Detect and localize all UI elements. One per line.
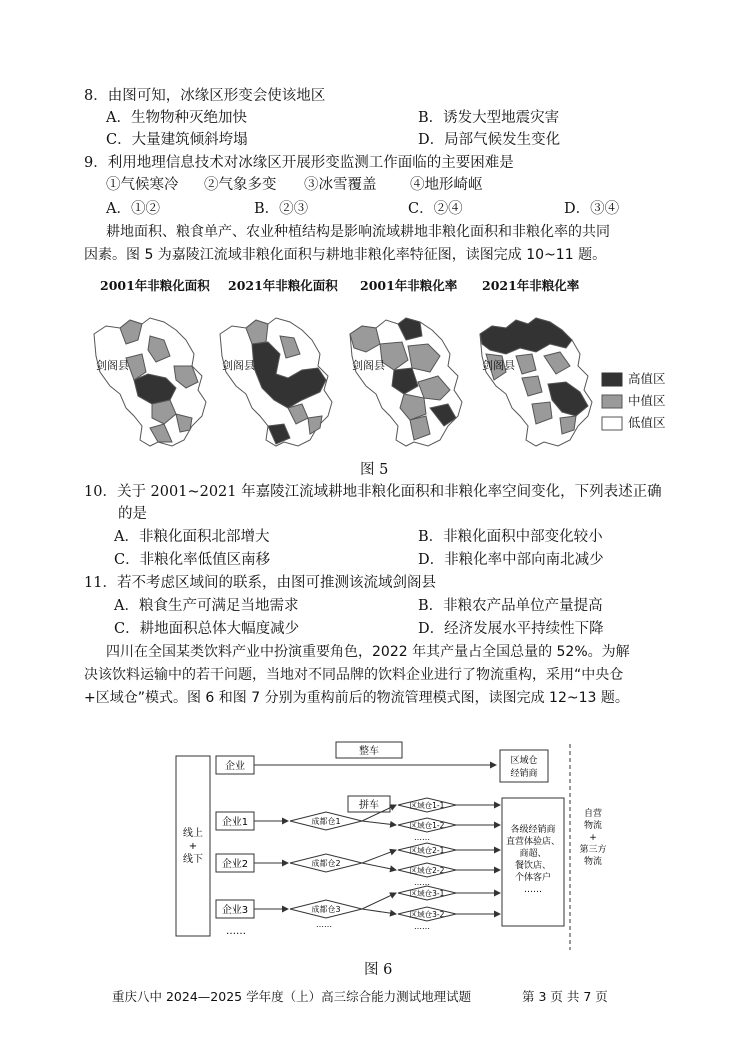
dealers-line3: 商超、 bbox=[519, 849, 547, 859]
q8-stem: 8．由图可知，冰缘区形变会使该地区 bbox=[84, 88, 326, 104]
map-2021-rate bbox=[480, 318, 592, 446]
q10-stem: 10．关于 2001~2021 年嘉陵江流域耕地非粮化面积和非粮化率空间变化，下列表述正确 bbox=[84, 484, 662, 500]
legend-mid-swatch bbox=[602, 395, 622, 408]
chengdu-3-label: 成都仓3 bbox=[311, 905, 341, 914]
region-2-1-label: 区域仓2-1 bbox=[409, 846, 445, 855]
region-dealer-line1: 区域仓 bbox=[510, 756, 538, 766]
q8-option-a: A．生物物种灭绝加快 bbox=[106, 110, 247, 126]
dealers-line5: 个体客户 bbox=[514, 873, 552, 883]
q11-option-c: C．耕地面积总体大幅度减少 bbox=[114, 621, 300, 637]
q10-stem-2: 的是 bbox=[118, 506, 147, 522]
q10-option-c: C．非粮化率低值区南移 bbox=[114, 552, 271, 568]
region-1-2-label: 区域仓1-2 bbox=[409, 821, 445, 830]
map-title-4: 2021年非粮化率 bbox=[482, 278, 580, 293]
q8-option-b: B．诱发大型地震灾害 bbox=[418, 110, 560, 126]
county-label-2: 剑阁县 bbox=[222, 359, 255, 372]
right-line4: 第三方 bbox=[579, 845, 607, 855]
legend-mid-label: 中值区 bbox=[628, 393, 666, 408]
q9-item-2: ②气象多变 bbox=[204, 177, 277, 193]
q8-option-d: D．局部气候发生变化 bbox=[418, 132, 561, 148]
q11-option-b: B．非粮农产品单位产量提高 bbox=[418, 598, 603, 614]
legend-low-swatch bbox=[602, 417, 622, 430]
dealers-line2: 直营体验店、 bbox=[505, 837, 561, 847]
map-title-2: 2021年非粮化面积 bbox=[228, 278, 338, 293]
q8-option-c: C．大量建筑倾斜垮塌 bbox=[106, 132, 248, 148]
figure-6-diagram bbox=[170, 714, 620, 954]
region-3-1-label: 区域仓3-1 bbox=[409, 889, 445, 898]
q9-stem: 9．利用地理信息技术对冰缘区开展形变监测工作面临的主要困难是 bbox=[84, 155, 514, 171]
dealers-line1: 各级经销商 bbox=[510, 825, 556, 835]
q11-option-d: D．经济发展水平持续性下降 bbox=[418, 621, 604, 637]
q9-item-3: ③冰雪覆盖 bbox=[304, 177, 377, 193]
left-box-line1: 线上 bbox=[183, 828, 203, 839]
more-region-3: …… bbox=[414, 922, 430, 931]
region-2-2-label: 区域仓2-2 bbox=[409, 866, 445, 875]
region-dealer-line2: 经销商 bbox=[510, 769, 538, 779]
whole-truck-label: 整车 bbox=[359, 746, 379, 757]
top-company-label: 企业 bbox=[225, 761, 245, 772]
dealers-line6: …… bbox=[524, 885, 542, 895]
figure-5-caption: 图 5 bbox=[360, 462, 389, 478]
more-region-1: …… bbox=[414, 833, 430, 842]
q9-item-4: ④地形崎岖 bbox=[410, 177, 483, 193]
figure-5 bbox=[90, 270, 670, 460]
legend-high-swatch bbox=[602, 373, 622, 386]
q9-option-c: C．②④ bbox=[408, 201, 463, 217]
legend-high-label: 高值区 bbox=[628, 371, 666, 386]
passage2-line3: +区域仓”模式。图 6 和图 7 分别为重构前后的物流管理模式图，读图完成 12~13 题。 bbox=[84, 690, 629, 706]
passage2-line2: 决该饮料运输中的若干问题，当地对不同品牌的饮料企业进行了物流重构，采用“中央仓 bbox=[84, 667, 624, 683]
chengdu-2-label: 成都仓2 bbox=[311, 859, 341, 868]
q10-option-d: D．非粮化率中部向南北减少 bbox=[418, 552, 604, 568]
right-line2: 物流 bbox=[583, 821, 603, 831]
region-3-2-label: 区域仓3-2 bbox=[409, 910, 445, 919]
map-2021-area bbox=[220, 318, 332, 446]
map-title-1: 2001年非粮化面积 bbox=[100, 278, 210, 293]
footer-title: 重庆八中 2024—2025 学年度（上）高三综合能力测试地理试题 bbox=[112, 989, 472, 1004]
q9-option-a: A．①② bbox=[106, 201, 160, 217]
map-title-3: 2001年非粮化率 bbox=[360, 278, 458, 293]
more-chengdu: …… bbox=[316, 920, 332, 929]
more-region-2: …… bbox=[414, 878, 430, 887]
right-line5: 物流 bbox=[583, 857, 603, 867]
q11-option-a: A．粮食生产可满足当地需求 bbox=[114, 598, 299, 614]
company-1-label: 企业1 bbox=[221, 817, 249, 828]
left-box-line3: 线下 bbox=[183, 854, 203, 865]
company-2-label: 企业2 bbox=[221, 859, 249, 870]
region-1-1-label: 区域仓1-1 bbox=[409, 801, 445, 810]
company-3-label: 企业3 bbox=[221, 905, 249, 916]
county-label-4: 剑阁县 bbox=[482, 359, 515, 372]
q9-item-1: ①气候寒冷 bbox=[106, 177, 179, 193]
chengdu-1-label: 成都仓1 bbox=[311, 817, 341, 826]
more-companies: …… bbox=[226, 926, 246, 937]
map-2001-rate bbox=[350, 318, 462, 446]
map-2001-area bbox=[94, 318, 206, 446]
right-line1: 自营 bbox=[583, 809, 603, 819]
right-line3: + bbox=[589, 833, 597, 843]
q10-option-a: A．非粮化面积北部增大 bbox=[114, 529, 270, 545]
passage1-line2: 因素。图 5 为嘉陵江流域非粮化面积与耕地非粮化率特征图，读图完成 10~11 题。 bbox=[84, 247, 607, 263]
footer-page: 第 3 页 共 7 页 bbox=[522, 989, 608, 1004]
passage1-line1: 耕地面积、粮食单产、农业种植结构是影响流域耕地非粮化面积和非粮化率的共同 bbox=[106, 224, 610, 240]
legend-low-label: 低值区 bbox=[628, 415, 666, 430]
less-truck-label: 拼车 bbox=[359, 800, 379, 811]
q10-option-b: B．非粮化面积中部变化较小 bbox=[418, 529, 603, 545]
figure-6-caption: 图 6 bbox=[364, 962, 393, 978]
dealers-line4: 餐饮店、 bbox=[514, 861, 552, 871]
q9-option-b: B．②③ bbox=[254, 201, 309, 217]
county-label-3: 剑阁县 bbox=[352, 359, 385, 372]
left-box-line2: + bbox=[188, 841, 198, 852]
q11-stem: 11．若不考虑区域间的联系，由图可推测该流域剑阁县 bbox=[84, 575, 436, 591]
county-label-1: 剑阁县 bbox=[96, 359, 129, 372]
passage2-line1: 四川在全国某类饮料产业中扮演重要角色，2022 年其产量占全国总量的 52%。为解 bbox=[106, 644, 630, 660]
q9-option-d: D．③④ bbox=[564, 201, 620, 217]
